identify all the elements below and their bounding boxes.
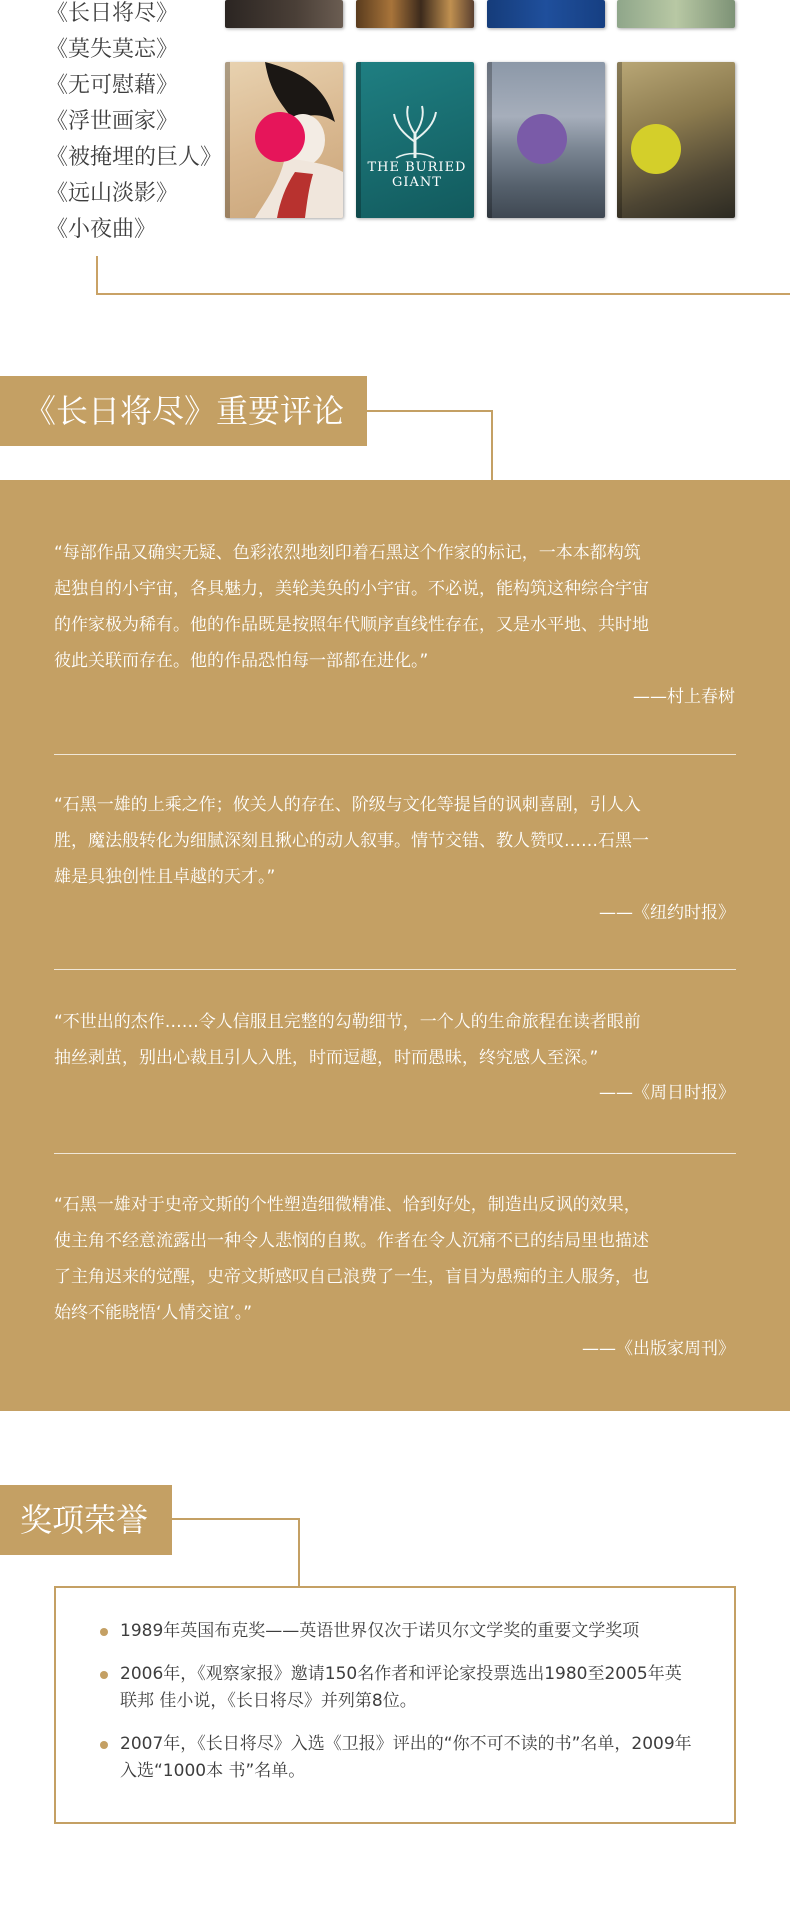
review-line: 雄是具独创性且卓越的天才。” — [54, 867, 276, 887]
bullet-dot-icon — [100, 1628, 108, 1636]
review-quote — [54, 787, 736, 895]
cover-emblem-circle — [517, 114, 567, 164]
review-line: 抽丝剥茧，别出心裁且引人入胜，时而逗趣，时而愚昧，终究感人至深。” — [54, 1048, 599, 1068]
decorative-line — [298, 1518, 300, 1586]
section-heading-reviews — [0, 376, 367, 446]
cover-emblem-circle — [631, 124, 681, 174]
book-cover-buried-giant[interactable] — [356, 62, 474, 218]
award-item — [56, 1661, 734, 1715]
book-cover-partial[interactable] — [356, 0, 474, 28]
award-item — [56, 1731, 734, 1785]
review-line: “石黑一雄的上乘之作；攸关人的存在、阶级与文化等提旨的讽刺喜剧，引人入 — [54, 795, 641, 815]
book-title-item[interactable]: 《远山淡影》 — [46, 181, 179, 206]
awards-list — [56, 1618, 734, 1801]
review-quote — [54, 535, 736, 679]
cover-emblem-circle — [255, 112, 305, 162]
book-title-item[interactable]: 《被掩埋的巨人》 — [46, 145, 223, 170]
review-line: 彼此关联而存在。他的作品恐怕每一部都在进化。” — [54, 651, 429, 671]
review-line: 的作家极为稀有。他的作品既是按照年代顺序直线性存在，又是水平地、共时地 — [54, 615, 649, 635]
decorative-line — [491, 410, 493, 480]
book-cover-sea[interactable] — [487, 62, 605, 218]
book-title-item[interactable]: 《浮世画家》 — [46, 109, 179, 134]
bullet-dot-icon — [100, 1671, 108, 1679]
decorative-line — [172, 1518, 300, 1520]
review-divider — [54, 754, 736, 755]
book-list-section — [0, 0, 790, 300]
awards-box — [54, 1586, 736, 1824]
decorative-line — [96, 293, 790, 295]
review-source: ——《纽约时报》 — [599, 903, 735, 923]
book-title-item[interactable]: 《小夜曲》 — [46, 217, 157, 242]
review-line: “每部作品又确实无疑、色彩浓烈地刻印着石黑这个作家的标记，一本本都构筑 — [54, 543, 641, 563]
award-text: 2006年，《观察家报》邀请150名作者和评论家投票选出1980至2005年英联邦 佳小说，《长日将尽》并列第8位。 — [120, 1664, 682, 1711]
bullet-dot-icon — [100, 1741, 108, 1749]
review-line: 起独自的小宇宙，各具魅力，美轮美奂的小宇宙。不必说，能构筑这种综合宇宙 — [54, 579, 649, 599]
review-quote — [54, 1004, 736, 1076]
book-cover-partial[interactable] — [487, 0, 605, 28]
review-divider — [54, 969, 736, 970]
book-cover-portrait[interactable] — [617, 62, 735, 218]
cover-title-buried-giant: THE BURIED GIANT — [367, 160, 467, 190]
section-heading-text: 奖项荣誉 — [20, 1501, 149, 1539]
book-title-item[interactable]: 《无可慰藉》 — [46, 73, 179, 98]
book-title-item[interactable]: 《长日将尽》 — [46, 1, 179, 26]
tree-illustration — [356, 62, 474, 218]
review-source: ——村上春树 — [633, 687, 735, 707]
book-title-item[interactable]: 《莫失莫忘》 — [46, 37, 179, 62]
review-divider — [54, 1153, 736, 1154]
review-quote — [54, 1187, 736, 1331]
award-text: 2007年，《长日将尽》入选《卫报》评出的“你不可不读的书”名单，2009年入选“1000本 书”名单。 — [120, 1734, 692, 1781]
book-cover-partial[interactable] — [225, 0, 343, 28]
book-cover-remains-of-day[interactable] — [225, 62, 343, 218]
cover-spine — [617, 62, 622, 218]
review-source: ——《周日时报》 — [599, 1083, 735, 1103]
review-line: 了主角迟来的觉醒，史帝文斯感叹自己浪费了一生，盲目为愚痴的主人服务，也 — [54, 1267, 649, 1287]
section-heading-text: 《长日将尽》重要评论 — [24, 392, 345, 430]
award-item — [56, 1618, 734, 1645]
review-line: “不世出的杰作……令人信服且完整的勾勒细节，一个人的生命旅程在读者眼前 — [54, 1012, 641, 1032]
review-source: ——《出版家周刊》 — [582, 1339, 735, 1359]
review-line: 始终不能晓悟‘人情交谊’。” — [54, 1303, 253, 1323]
review-line: 使主角不经意流露出一种令人悲悯的自欺。作者在令人沉痛不已的结局里也描述 — [54, 1231, 649, 1251]
decorative-line — [96, 256, 98, 295]
decorative-line — [367, 410, 493, 412]
cover-spine — [487, 62, 492, 218]
section-heading-awards — [0, 1485, 172, 1555]
award-text: 1989年英国布克奖——英语世界仅次于诺贝尔文学奖的重要文学奖项 — [120, 1621, 640, 1641]
book-title-list — [46, 0, 222, 252]
book-cover-partial[interactable] — [617, 0, 735, 28]
reviews-panel — [0, 480, 790, 1411]
review-line: “石黑一雄对于史帝文斯的个性塑造细微精准、恰到好处，制造出反讽的效果， — [54, 1195, 641, 1215]
review-line: 胜，魔法般转化为细腻深刻且揪心的动人叙事。情节交错、教人赞叹……石黑一 — [54, 831, 649, 851]
